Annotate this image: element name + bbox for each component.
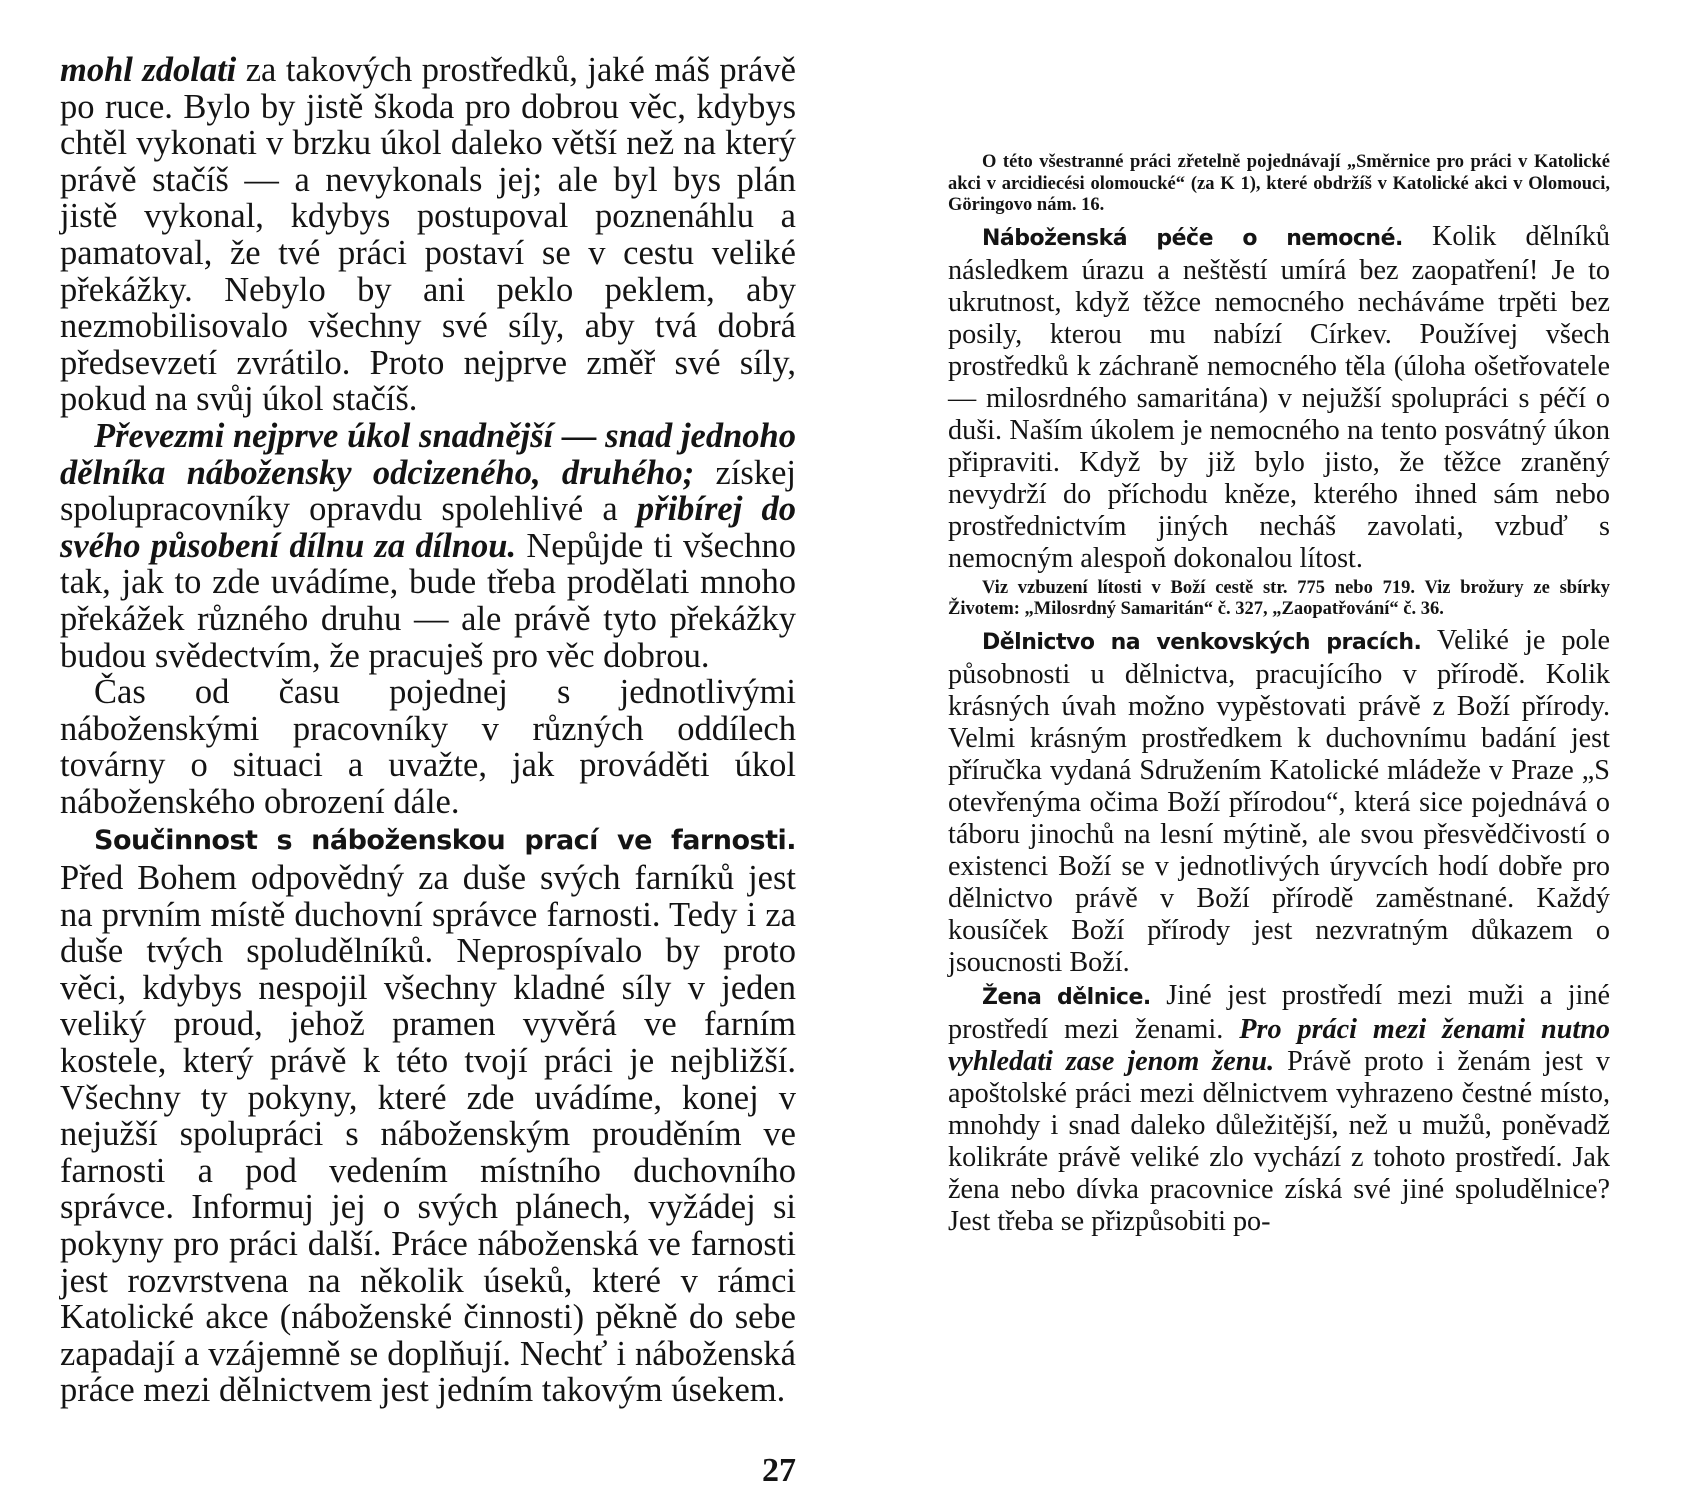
paragraph-text: Nepůjde ti všechno tak, jak to zde uvádíme, bude třeba prodělati mnoho překážek různého druhu — ale právě tyto překážky budou svědectvím, že pracuješ pro věc dobrou.	[60, 526, 796, 675]
section-heading: Dělnictvo na venkovských pracích.	[982, 629, 1422, 655]
italic-phrase: mohl zdolati	[60, 51, 237, 89]
section-heading: Součinnost s náboženskou prací ve farnosti.	[94, 825, 796, 857]
paragraph-text: Právě proto i ženám jest v apoštolské práci mezi dělnictvem vyhrazeno čestné místo, mnohdy i snad daleko důležitější, než u mužů, poněvadž kolikráte právě veliké zlo vychází z tohoto prostředí. Jak žena nebo dívka pracovnice získá své jiné spoludělnice? Jest třeba se přizpůsobiti po-	[948, 1045, 1610, 1238]
paragraph-text: Jiné jest prostředí mezi muži a jiné prostředí mezi ženami.	[948, 979, 1610, 1045]
right-paragraph-2	[948, 625, 1610, 980]
section-heading: Žena dělnice.	[982, 984, 1151, 1010]
left-paragraph-4	[60, 820, 796, 1409]
left-paragraph-3: Čas od času pojednej s jednotlivými náboženskými pracovníky v různých oddílech továrny o situaci a uvažte, jak prováděti úkol náboženského obrození dále.	[60, 673, 796, 821]
right-column	[948, 150, 1610, 1238]
paragraph-text: za takových prostředků, jaké máš právě po ruce. Bylo by jistě škoda pro dobrou věc, kdybys chtěl vykonati v brzku úkol daleko větší než na který právě stačíš — a nevykonals jej; ale byl bys plán jistě vykonal, kdybys postupoval poznenáhlu a pamatoval, že tvé práci postaví se v cestu veliké překážky. Nebylo by ani peklo peklem, aby nezmobilisovalo všechny své síly, aby tvá dobrá předsevzetí zvrátilo. Proto nejprve změř své síly, pokud na svůj úkol stačíš.	[60, 51, 796, 419]
right-paragraph-1	[948, 221, 1610, 576]
italic-phrase: Převezmi nejprve úkol snadnější — snad jednoho dělníka nábožensky odcizeného, druhého;	[60, 416, 796, 492]
left-paragraph-2	[60, 418, 796, 674]
paragraph-text: získej spolupracovníky opravdu spolehlivé a	[60, 453, 796, 529]
paragraph-text: Před Bohem odpovědný za duše svých farníků jest na prvním místě duchovní správce farnosti. Tedy i za duše tvých spoludělníků. Neprospívalo by proto věci, kdybys nespojil všechny kladné síly v jeden veliký proud, jehož pramen vyvěrá ve farním kostele, který právě k této tvojí práci je nejbližší. Všechny ty pokyny, které zde uvádíme, konej v nejužší spolupráci s náboženským prouděním ve farnosti a pod vedením místního duchovního správce. Informuj jej o svých plánech, vyžádej si pokyny pro práci další. Práce náboženská ve farnosti jest rozvrstvena na několik úseků, které v rámci Katolické akce (náboženské činnosti) pěkně do sebe zapadají a vzájemně se doplňují. Nechť i náboženská práce mezi dělnictvem jest jedním takovým úsekem.	[60, 859, 796, 1410]
italic-phrase: Pro práci mezi ženami nutno vyhledati zase jenom ženu.	[948, 1013, 1611, 1077]
italic-phrase: přibírej do svého působení dílnu za dílnou.	[60, 490, 796, 565]
page-number: 27	[762, 1452, 796, 1489]
paragraph-text: Kolik dělníků následkem úrazu a neštěstí umírá bez zaopatření! Je to ukrutnost, když těžce nemocného necháváme trpěti bez posily, kterou mu nabízí Církev. Používej všech prostředků k záchraně nemocného těla (úloha ošetřovatele — milosrdného samaritána) v nejužší spolupráci s péčí o duši. Naším úkolem je nemocného na tento posvátný úkon připraviti. Když by již bylo jisto, že těžce zraněný nevydrží do příchodu kněze, kterého ihned sám nebo prostřednictvím jiných necháš zavolati, vzbuď s nemocným alespoň dokonalou lítost.	[948, 220, 1611, 575]
left-column	[60, 52, 796, 1409]
section-heading: Náboženská péče o nemocné.	[982, 225, 1403, 251]
left-paragraph-1	[60, 52, 796, 418]
footnote-1: O této všestranné práci zřetelně pojednávají „Směrnice pro práci v Katolické akci v arcidiecési olomoucké“ (za K 1), které obdržíš v Katolické akci v Olomouci, Göringovo nám. 16.	[948, 152, 1610, 215]
right-paragraph-3	[948, 980, 1610, 1239]
footnote-2: Viz vzbuzení lítosti v Boží cestě str. 775 nebo 719. Viz brožury ze sbírky Životem: „Milosrdný Samaritán“ č. 327, „Zaopatřování“ č. 36.	[948, 577, 1610, 620]
paragraph-text: Veliké je pole působnosti u dělnictva, pracujícího v přírodě. Kolik krásných úvah možno vypěstovati právě z Boží přírody. Velmi krásným prostředkem k duchovnímu badání jest příručka vydaná Sdružením Katolické mládeže v Praze „S otevřenýma očima Boží přírodou“, která sice pojednává o táboru jinochů na lesní mýtině, ale svou přesvědčivostí o existenci Boží se v jednotlivých úryvcích hodí dobře pro dělnictvo právě v Boží přírodě zaměstnané. Každý kousíček Boží přírody jest nezvratným důkazem o jsoucnosti Boží.	[948, 624, 1610, 979]
